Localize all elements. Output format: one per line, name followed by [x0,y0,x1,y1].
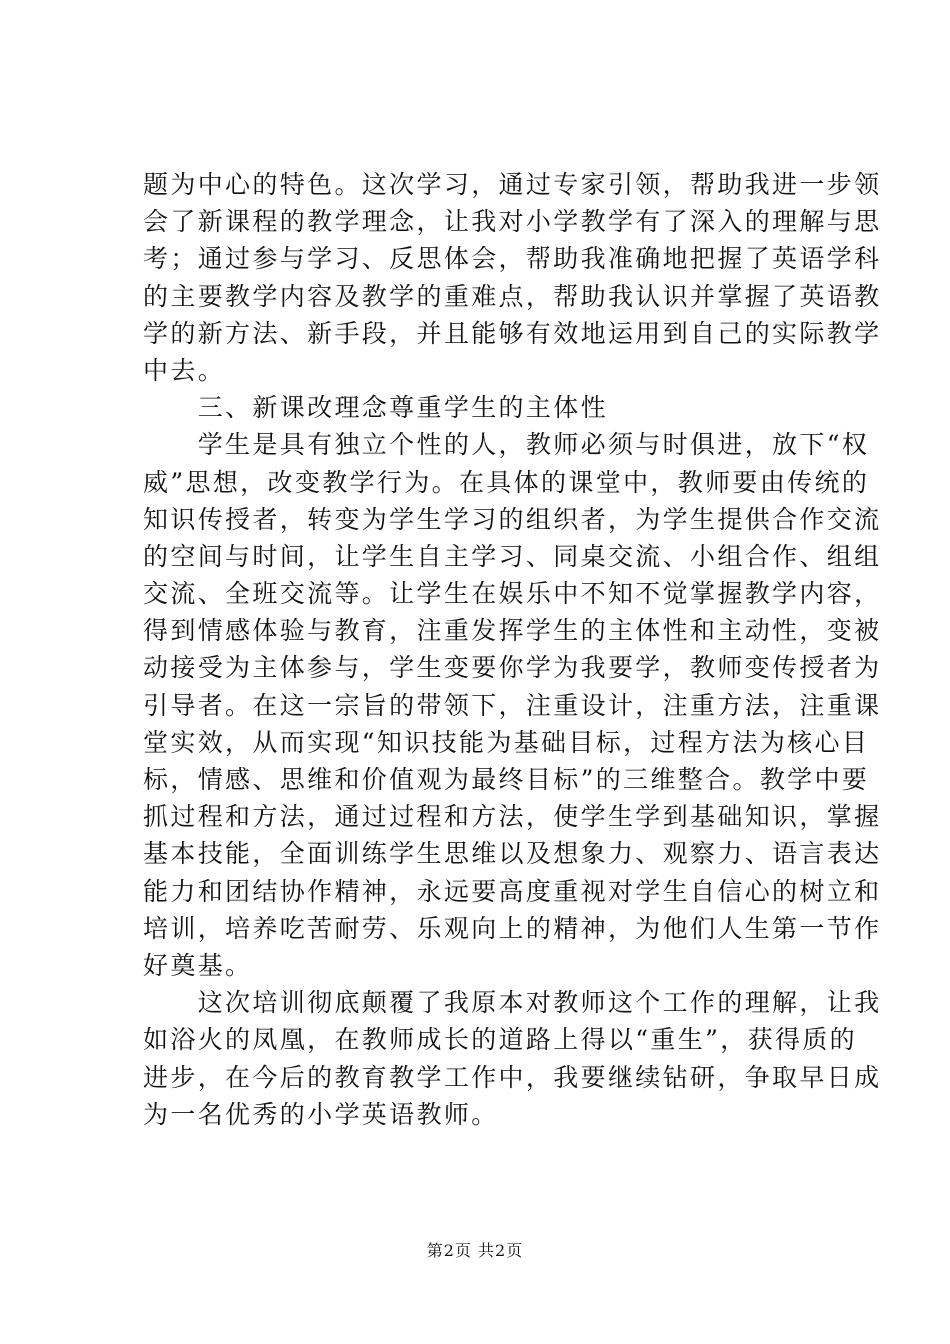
text-line: 威”思想，改变教学行为。在具体的课堂中，教师要由传统的 [143,467,870,497]
text-line: 知识传授者，转变为学生学习的组织者，为学生提供合作交流 [143,504,882,534]
text-line: 如浴火的凤凰，在教师成长的道路上得以“重生”，获得质的 [143,1025,858,1055]
text-line: 培训，培养吃苦耐劳、乐观向上的精神，为他们人生第一节作 [143,913,882,943]
page-footer: 第2页 共2页 [426,1241,524,1260]
text-line: 引导者。在这一宗旨的带领下，注重设计，注重方法，注重课 [143,690,882,720]
text-line: 中去。 [143,355,226,385]
text-line: 学的新方法、新手段，并且能够有效地运用到自己的实际教学 [143,318,882,348]
text-line: 好奠基。 [143,950,253,980]
text-line: 的主要教学内容及教学的重难点，帮助我认识并掌握了英语教 [143,281,882,311]
text-line: 这次培训彻底颠覆了我原本对教师这个工作的理解，让我 [143,988,882,1018]
text-line: 的空间与时间，让学生自主学习、同桌交流、小组合作、组组 [143,541,882,571]
document-body [143,166,882,1133]
text-line: 会了新课程的教学理念，让我对小学教学有了深入的理解与思 [143,207,882,237]
section-heading: 三、新课改理念尊重学生的主体性 [143,393,608,423]
text-line: 能力和团结协作精神，永远要高度重视对学生自信心的树立和 [143,876,882,906]
text-line: 动接受为主体参与，学生变要你学为我要学，教师变传授者为 [143,653,882,683]
text-line: 学生是具有独立个性的人，教师必须与时俱进，放下“权 [143,430,870,460]
text-line: 堂实效，从而实现“知识技能为基础目标，过程方法为核心目 [143,727,870,757]
text-line: 考；通过参与学习、反思体会，帮助我准确地把握了英语学科 [143,244,882,274]
text-line: 得到情感体验与教育，注重发挥学生的主体性和主动性，变被 [143,616,882,646]
text-line: 基本技能，全面训练学生思维以及想象力、观察力、语言表达 [143,839,882,869]
text-line: 标，情感、思维和价值观为最终目标”的三维整合。教学中要 [143,765,870,794]
text-line: 进步，在今后的教育教学工作中，我要继续钻研，争取早日成 [143,1062,882,1092]
text-line: 交流、全班交流等。让学生在娱乐中不知不觉掌握教学内容， [143,579,882,609]
text-line: 为一名优秀的小学英语教师。 [143,1099,499,1129]
text-line: 题为中心的特色。这次学习，通过专家引领，帮助我进一步领 [143,170,882,199]
text-line: 抓过程和方法，通过过程和方法，使学生学到基础知识，掌握 [143,802,882,832]
